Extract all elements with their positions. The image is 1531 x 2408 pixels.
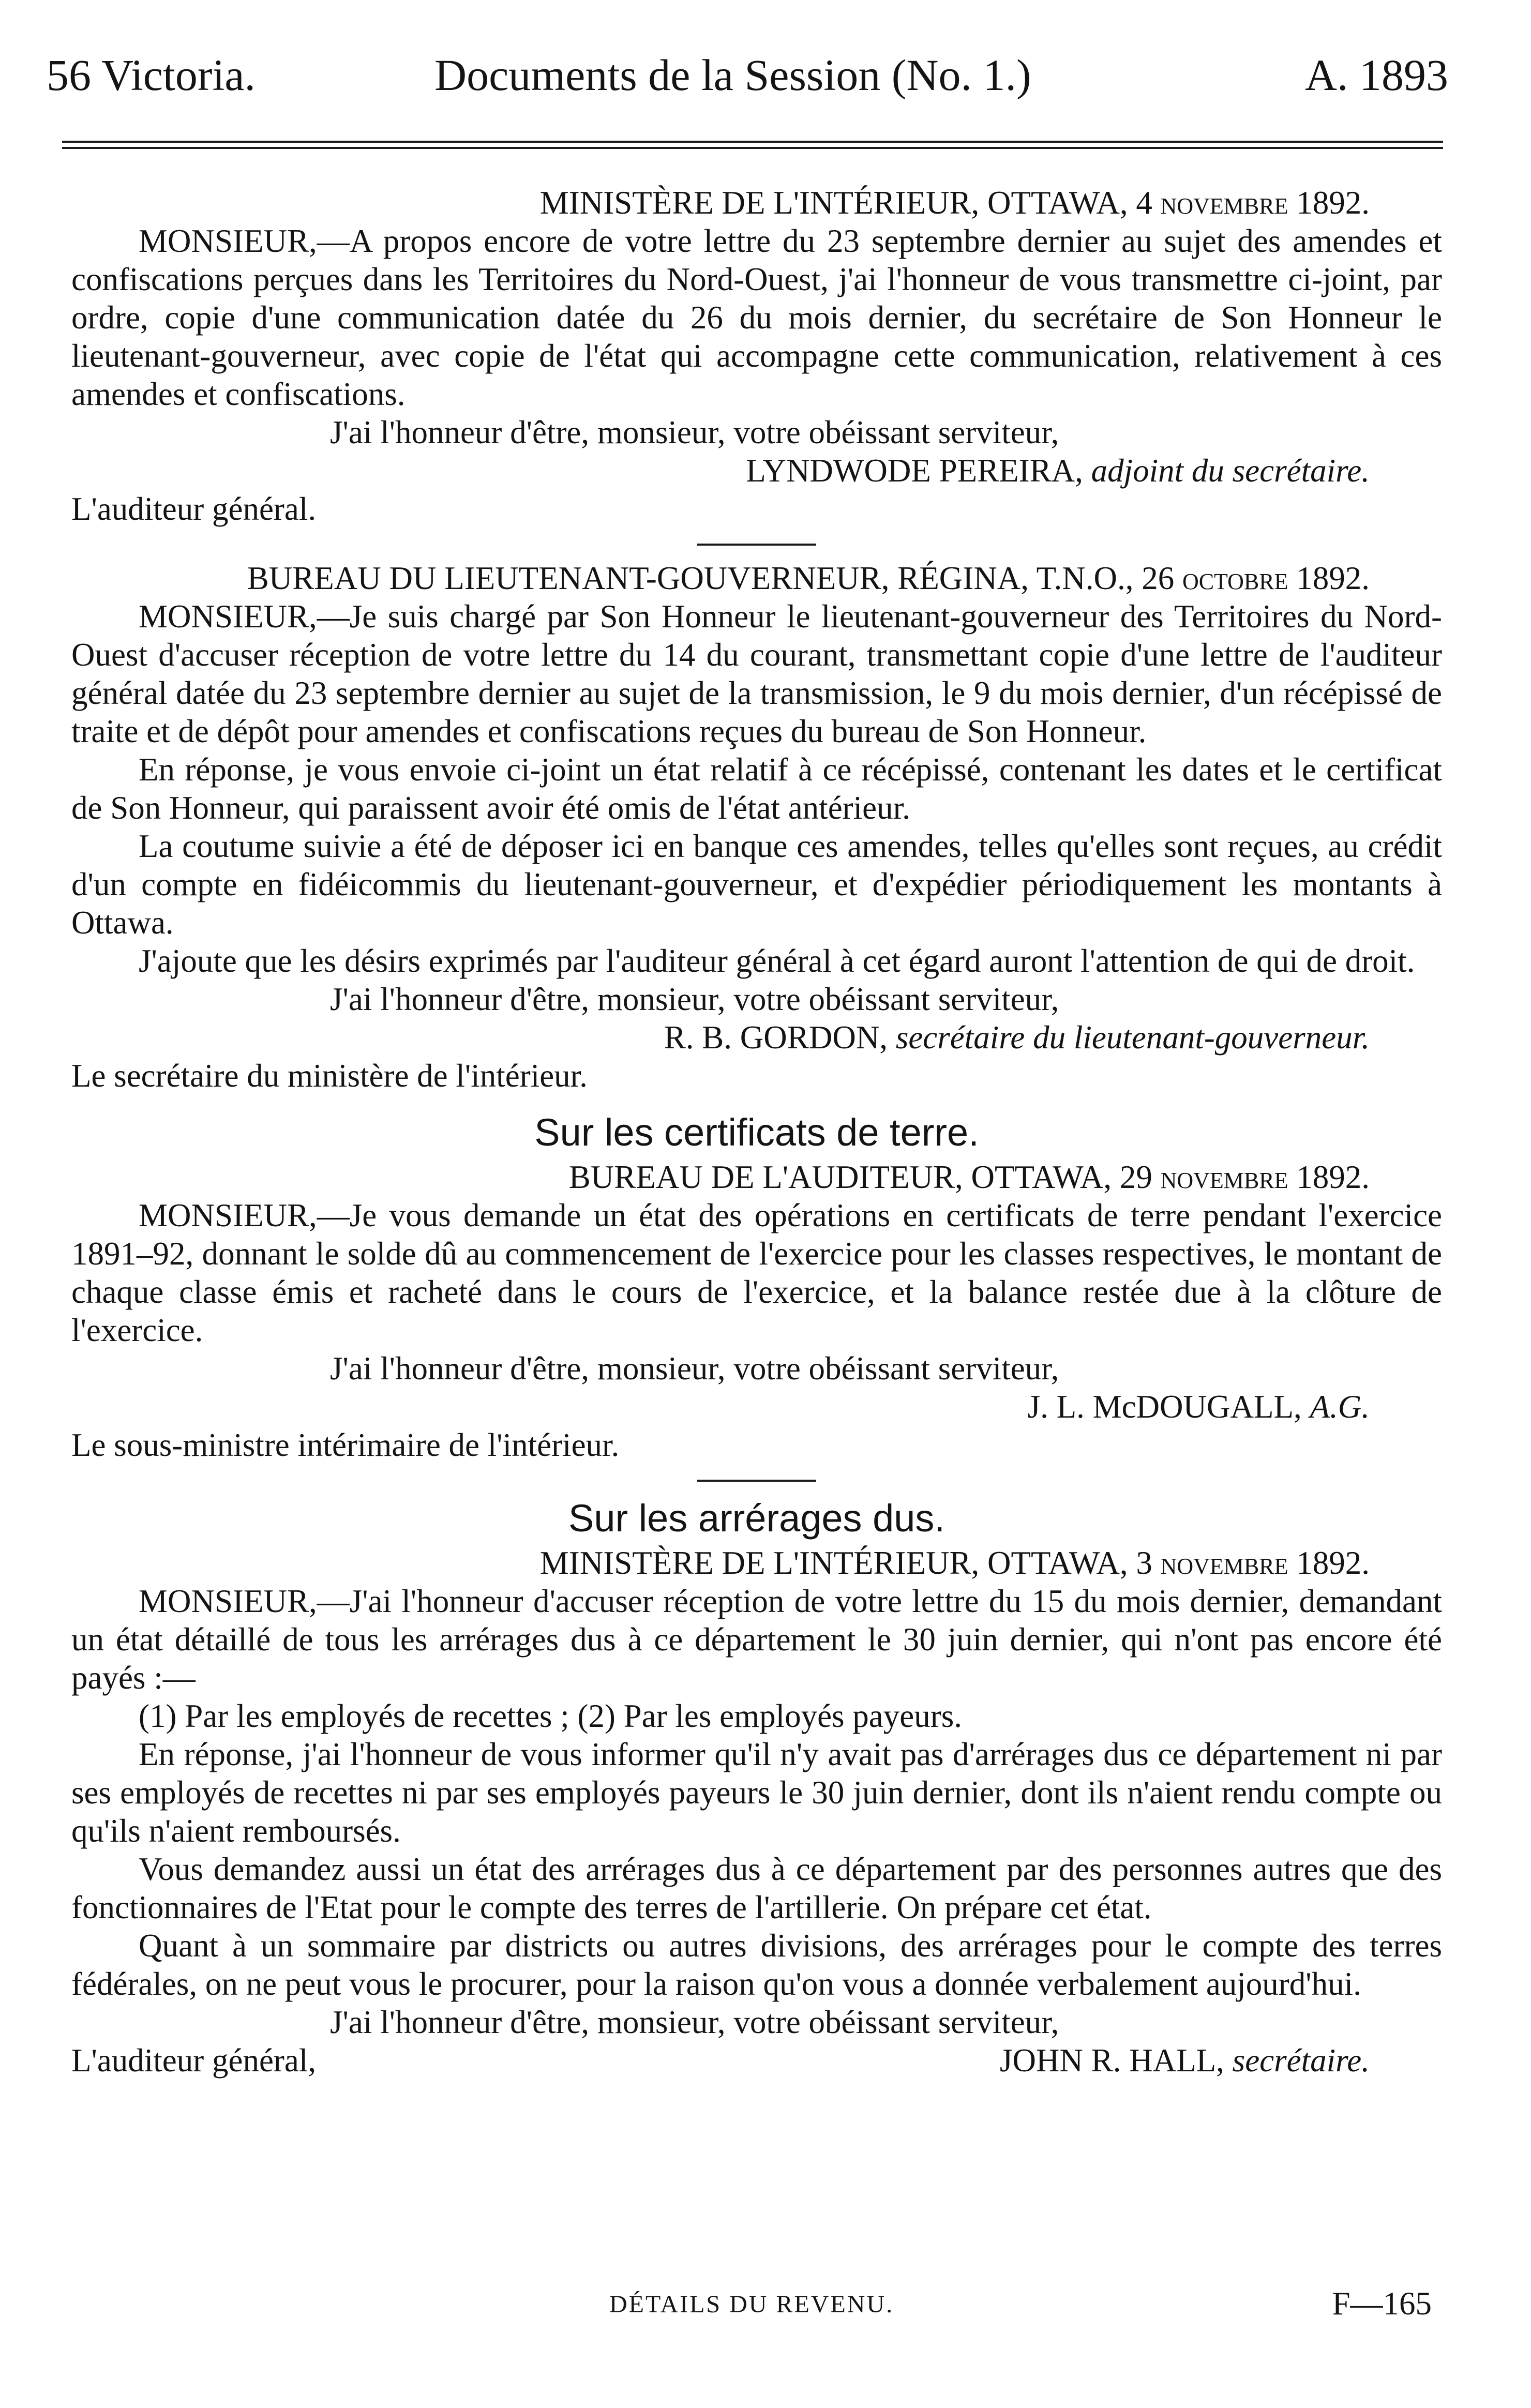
signature (71, 1018, 1442, 1057)
page-footer (71, 2285, 1442, 2331)
paragraph: (1) Par les employés de recettes ; (2) Par les employés payeurs. (139, 1698, 962, 1734)
paragraph: MONSIEUR,—Je vous demande un état des opérations en certificats de terre pendant l'exercice 1891–92, donnant le solde dû au commencement de l'exercice pour les classes respectives, le montant de chaque classe émis et racheté dans le cours de l'exercice, et la balance restée due à la clôture de l'exercice. (71, 1197, 1442, 1348)
separator-rule (697, 1480, 816, 1482)
paragraph: J'ajoute que les désirs exprimés par l'auditeur général à cet égard auront l'attention de qui de droit. (139, 943, 1415, 979)
paragraph: En réponse, j'ai l'honneur de vous informer qu'il n'y avait pas d'arrérages dus ce département ni par ses employés de recettes ni par ses employés payeurs le 30 juin dernier, dont ils n'aient rendu compte ou qu'ils n'aient remboursés. (71, 1736, 1442, 1849)
letter-2 (71, 559, 1442, 1095)
paragraph: En réponse, je vous envoie ci-joint un état relatif à ce récépissé, contenant les dates et le certificat de Son Honneur, qui paraissent avoir été omis de l'état antérieur. (71, 751, 1442, 826)
signature-name: LYNDWODE PEREIRA, (746, 453, 1083, 489)
dateline: MINISTÈRE DE L'INTÉRIEUR, OTTAWA, 4 novembre 1892. (539, 185, 1370, 221)
signature-title: secrétaire. (1232, 2042, 1370, 2079)
dateline: BUREAU DU LIEUTENANT-GOUVERNEUR, RÉGINA, T.N.O., 26 octobre 1892. (247, 560, 1370, 596)
header-left: 56 Victoria. (47, 50, 256, 100)
signature-name: JOHN R. HALL, (999, 2042, 1224, 2079)
signature-title: adjoint du secrétaire. (1091, 453, 1370, 489)
header-rule-top (62, 141, 1443, 143)
running-header (47, 49, 1448, 111)
letter-3 (71, 1109, 1442, 1464)
signature (71, 1388, 1442, 1426)
header-right: A. 1893 (1304, 50, 1448, 100)
header-center: Documents de la Session (No. 1.) (434, 50, 1031, 100)
document-body (71, 184, 1442, 2080)
addressee: L'auditeur général, (71, 2042, 317, 2079)
letter-1 (71, 184, 1442, 528)
paragraph: Quant à un sommaire par districts ou autres divisions, des arrérages pour le compte des terres fédérales, on ne peut vous le procurer, pour la raison qu'on vous a donnée verbalement aujourd'hui. (71, 1928, 1442, 2002)
paragraph: La coutume suivie a été de déposer ici en banque ces amendes, telles qu'elles sont reçues, au crédit d'un compte en fidéicommis du lieutenant-gouverneur, et d'expédier périodiquement les montants à Ottawa. (71, 828, 1442, 941)
addressee: L'auditeur général. (71, 491, 317, 527)
dateline: MINISTÈRE DE L'INTÉRIEUR, OTTAWA, 3 novembre 1892. (539, 1545, 1370, 1581)
addressee: Le secrétaire du ministère de l'intérieur. (71, 1058, 588, 1094)
addressee: Le sous-ministre intérimaire de l'intérieur. (71, 1427, 620, 1463)
signature-title: A.G. (1310, 1389, 1370, 1425)
closing: J'ai l'honneur d'être, monsieur, votre obéissant serviteur, (330, 414, 1059, 450)
separator-rule (697, 544, 816, 546)
signature-name: R. B. GORDON, (664, 1019, 888, 1056)
paragraph: Vous demandez aussi un état des arrérages dus à ce département par des personnes autres que des fonctionnaires de l'Etat pour le compte des terres de l'artillerie. On prépare cet état. (71, 1851, 1442, 1925)
signature (71, 452, 1442, 490)
signature-name: J. L. McDOUGALL, (1027, 1389, 1302, 1425)
dateline: BUREAU DE L'AUDITEUR, OTTAWA, 29 novembre 1892. (568, 1159, 1370, 1195)
closing: J'ai l'honneur d'être, monsieur, votre obéissant serviteur, (330, 981, 1059, 1017)
letter-4 (71, 1495, 1442, 2080)
closing: J'ai l'honneur d'être, monsieur, votre obéissant serviteur, (330, 2004, 1059, 2040)
paragraph: MONSIEUR,—A propos encore de votre lettre du 23 septembre dernier au sujet des amendes et confiscations perçues dans les Territoires du Nord-Ouest, j'ai l'honneur de vous transmettre ci-joint, par ordre, copie d'une communication datée du 26 du mois dernier, du secrétaire de Son Honneur le lieutenant-gouverneur, avec copie de l'état qui accompagne cette communication, relativement à ces amendes et confiscations. (71, 223, 1442, 412)
paragraph: MONSIEUR,—Je suis chargé par Son Honneur le lieutenant-gouverneur des Territoires du Nord-Ouest d'accuser réception de votre lettre du 14 du courant, transmettant copie d'une lettre de l'auditeur général datée du 23 septembre dernier au sujet de la transmission, le 9 du mois dernier, d'un récépissé de traite et de dépôt pour amendes et confiscations reçues du bureau de Son Honneur. (71, 598, 1442, 749)
section-heading: Sur les arrérages dus. (568, 1497, 945, 1540)
closing: J'ai l'honneur d'être, monsieur, votre obéissant serviteur, (330, 1350, 1059, 1387)
section-heading: Sur les certificats de terre. (534, 1111, 979, 1154)
signature (1000, 2041, 1370, 2080)
paragraph: MONSIEUR,—J'ai l'honneur d'accuser réception de votre lettre du 15 du mois dernier, demandant un état détaillé de tous les arrérages dus à ce département le 30 juin dernier, qui n'ont pas encore été payés :— (71, 1583, 1442, 1696)
header-rule-bottom (62, 147, 1443, 149)
signature-line (71, 2041, 1442, 2080)
page-number: F—165 (1332, 2285, 1432, 2322)
footer-center: DÉTAILS DU REVENU. (609, 2291, 894, 2318)
signature-title: secrétaire du lieutenant-gouverneur. (895, 1019, 1370, 1056)
